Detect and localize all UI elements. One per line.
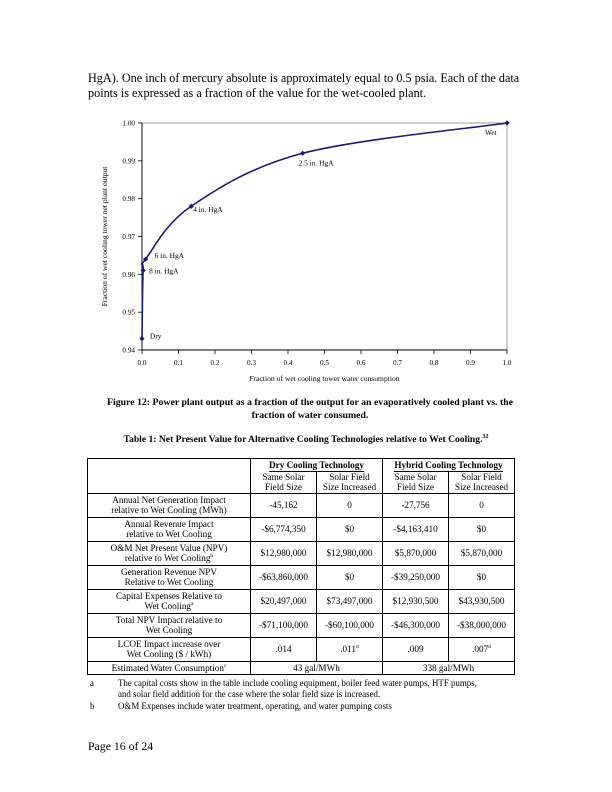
data-label: Wet [485, 128, 497, 137]
table-cell: $43,930,500 [449, 589, 515, 613]
table-row [88, 565, 515, 589]
table-cell: -$4,163,410 [383, 517, 449, 541]
table-cell: $12,930,500 [383, 589, 449, 613]
table-cell: $0 [449, 517, 515, 541]
table-cell: 0 [449, 493, 515, 517]
row-label-generation-revenue-npv: Generation Revenue NPV Relative to Wet Cooling [88, 565, 251, 589]
table-row [88, 613, 515, 637]
subheader-hybrid-same: Same Solar Field Size [383, 472, 449, 494]
table-group-header-row [88, 459, 515, 472]
data-point [300, 151, 305, 156]
x-tick-label: 0.2 [210, 359, 220, 367]
x-tick-label: 1.0 [502, 359, 512, 367]
x-tick-label: 0.8 [429, 359, 439, 367]
x-tick-label: 0.6 [356, 359, 366, 367]
data-label: Dry [150, 331, 162, 341]
table-cell: -45,162 [251, 493, 317, 517]
y-tick-label: 1.00 [122, 119, 135, 128]
y-tick-label: 0.99 [122, 157, 135, 166]
table-cell: .009 [383, 637, 449, 661]
table-cell: .011$^d$ [317, 637, 383, 661]
table-cell: -$63,860,000 [251, 565, 317, 589]
table-cell: $0 [449, 565, 515, 589]
page-number: Page 16 of 24 [88, 739, 154, 753]
water-cell-dry: 43 gal/MWh [251, 661, 383, 675]
x-tick-label: 0.1 [174, 359, 183, 367]
x-tick-label: 0.7 [393, 359, 402, 367]
table-cell: .014 [251, 637, 317, 661]
table-title-text: Table 1: Net Present Value for Alternative Cooling Technologies relative to Wet Cooling. [123, 434, 483, 446]
x-tick-label: 0.9 [466, 359, 475, 367]
table-cell: -$46,300,000 [383, 613, 449, 637]
data-point [504, 120, 509, 125]
table-cell: $5,870,000 [383, 541, 449, 565]
y-tick-label: 0.97 [122, 233, 135, 241]
table-title [60, 434, 552, 445]
table-corner-cell [88, 459, 251, 494]
x-tick-label: 0.3 [247, 359, 256, 367]
table-row [88, 541, 515, 565]
table-row [88, 589, 515, 613]
x-tick-label: 0.5 [320, 359, 329, 367]
data-point [139, 336, 144, 341]
y-tick-label: 0.94 [122, 346, 135, 355]
table-cell: -$38,000,000 [449, 613, 515, 637]
subheader-hybrid-increased: Solar Field Size Increased [449, 472, 515, 494]
table-cell: -$6,774,350 [251, 517, 317, 541]
table-cell: -$71,100,000 [251, 613, 317, 637]
subheader-dry-same: Same Solar Field Size [251, 472, 317, 494]
chart-marks [139, 120, 509, 341]
footnote-mark: b [90, 701, 95, 711]
table-cell: $12,980,000 [317, 541, 383, 565]
footnote-b [90, 701, 540, 712]
table-cell: $73,497,000 [317, 589, 383, 613]
table-cell: 0 [317, 493, 383, 517]
data-point [140, 268, 145, 273]
y-axis-label: Fraction of wet cooling tower net plant output [100, 166, 109, 307]
intro-line-2: points is expressed as a fraction of the value for the wet-cooled plant. [88, 85, 427, 100]
table-cell: .007$^d$ [449, 637, 515, 661]
x-axis-label: Fraction of wet cooling tower water consumption [249, 374, 400, 383]
data-label: 2.5 in. HgA [298, 158, 334, 168]
table-row [88, 493, 515, 517]
x-tick-label: 0.4 [283, 359, 293, 367]
row-label-annual-revenue: Annual Revenue Impact relative to Wet Cooling [88, 517, 251, 541]
y-tick-label: 0.98 [122, 195, 135, 204]
table-cell: -27,756 [383, 493, 449, 517]
figure-caption-line-1: Figure 12: Power plant output as a fraction of the output for an evaporatively cooled plant vs. the [106, 397, 513, 408]
table-cell: $0 [317, 565, 383, 589]
group-header-hybrid: Hybrid Cooling Technology [383, 459, 515, 472]
footnote-text: The capital costs show in the table include cooling equipment, boiler feed water pumps, HTF pumps, and solar field addition for the case where the solar field size is increased. [118, 678, 477, 699]
y-tick-label: 0.96 [122, 270, 135, 279]
subheader-dry-increased: Solar Field Size Increased [317, 472, 383, 494]
table-cell: $0 [317, 517, 383, 541]
table-row-water [88, 661, 515, 675]
group-header-dry: Dry Cooling Technology [251, 459, 383, 472]
table-cell: -$60,100,000 [317, 613, 383, 637]
x-tick-label: 0.0 [137, 359, 147, 367]
y-tick-label: 0.95 [122, 308, 135, 317]
table-cell: $5,870,000 [449, 541, 515, 565]
table-cell: -$39,250,000 [383, 565, 449, 589]
npv-table [87, 458, 515, 675]
footnote-mark: a [90, 678, 94, 688]
table-row [88, 517, 515, 541]
plot-frame [142, 123, 507, 350]
data-label: 8 in. HgA [149, 266, 179, 276]
data-label: 4 in. HgA [193, 205, 223, 215]
row-label-om-npv: O&M Net Present Value (NPV) relative to Wet Cooling$^b$ [88, 541, 251, 565]
footnote-a [90, 678, 540, 700]
figure-caption [100, 397, 520, 422]
intro-line-1: HgA). One inch of mercury absolute is approximately equal to 0.5 psia. Each of the data [88, 71, 520, 85]
row-label-annual-net-generation: Annual Net Generation Impact relative to Wet Cooling (MWh) [88, 493, 251, 517]
table-row [88, 637, 515, 661]
row-label-capital-expenses: Capital Expenses Relative to Wet Cooling$^a$ [88, 589, 251, 613]
row-label-water-consumption: Estimated Water Consumption$^c$ [88, 661, 251, 675]
row-label-total-npv: Total NPV Impact relative to Wet Cooling [88, 613, 251, 637]
data-label: 6 in. HgA [154, 251, 185, 261]
figure-caption-line-2: fraction of water consumed. [251, 409, 369, 421]
table-cell: $12,980,000 [251, 541, 317, 565]
table-title-ref: 32 [482, 434, 489, 440]
row-label-lcoe: LCOE Impact increase over Wet Cooling ($ / kWh) [88, 637, 251, 661]
water-cell-hybrid: 338 gal/MWh [383, 661, 515, 675]
series-line [141, 123, 507, 339]
footnote-text: O&M Expenses include water treatment, operating, and water pumping costs [118, 701, 392, 711]
table-cell: $20,497,000 [251, 589, 317, 613]
